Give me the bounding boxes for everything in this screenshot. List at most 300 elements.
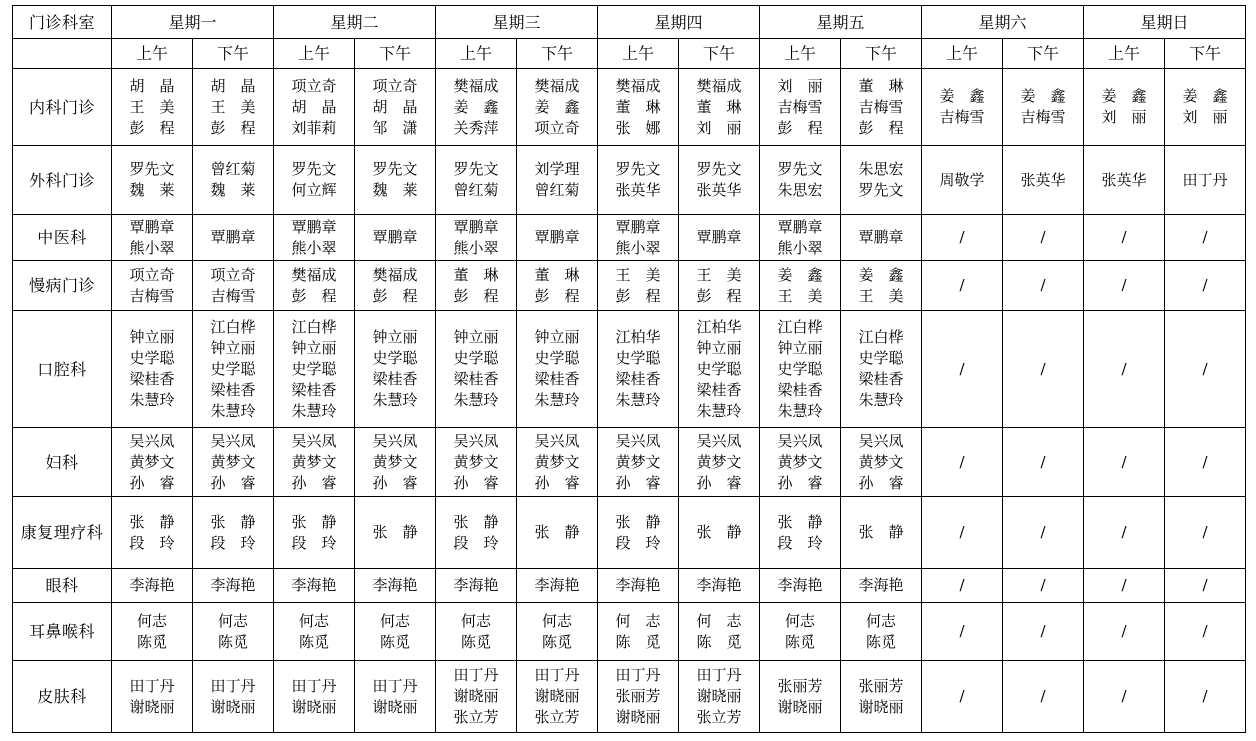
schedule-cell [760, 215, 841, 261]
schedule-cell [760, 69, 841, 146]
doctor-name: 何志 [136, 611, 167, 630]
doctor-name: 姜 鑫 [939, 87, 985, 105]
doctor-name: 罗先文 [615, 160, 661, 178]
period-header: 上午 [274, 39, 355, 69]
period-header: 下午 [841, 39, 922, 69]
schedule-cell [1003, 146, 1084, 215]
schedule-cell [1003, 69, 1084, 146]
doctor-name: 张丽芳 [777, 676, 823, 695]
doctor-name: 姜 鑫 [1020, 87, 1066, 105]
period-header: 下午 [679, 39, 760, 69]
schedule-cell [679, 215, 760, 261]
doctor-name: 梁桂香 [696, 380, 742, 399]
schedule-cell [517, 146, 598, 215]
no-clinic-slash: / [959, 687, 965, 705]
doctor-name: 黄梦文 [696, 452, 742, 471]
doctor-name: 何志 [541, 611, 572, 630]
schedule-cell [274, 661, 355, 733]
doctor-name: 罗先文 [777, 160, 823, 178]
doctor-name: 彭 程 [291, 286, 337, 305]
schedule-cell [274, 311, 355, 428]
doctor-name: 钟立丽 [291, 338, 337, 357]
schedule-cell [598, 261, 679, 311]
schedule-cell [922, 69, 1003, 146]
doctor-name: 梁桂香 [858, 370, 904, 388]
schedule-cell [922, 146, 1003, 215]
period-header: 下午 [1003, 39, 1084, 69]
department-label: 口腔科 [13, 311, 112, 428]
doctor-name: 熊小翠 [129, 238, 175, 257]
schedule-cell [841, 215, 922, 261]
schedule-cell [760, 661, 841, 733]
doctor-name: 江白桦 [858, 328, 904, 346]
schedule-row [13, 428, 1246, 497]
doctor-name: 钟立丽 [372, 328, 418, 346]
doctor-name: 谢晓丽 [777, 697, 823, 716]
doctor-name: 关秀萍 [453, 118, 499, 137]
doctor-name: 梁桂香 [453, 370, 499, 388]
schedule-cell [1003, 569, 1084, 603]
doctor-name: 吴兴凤 [210, 431, 256, 450]
schedule-cell [355, 146, 436, 215]
doctor-name: 吉梅雪 [1020, 108, 1066, 126]
doctor-name: 黄梦文 [453, 452, 499, 471]
no-clinic-slash: / [1121, 276, 1127, 294]
doctor-name: 张英华 [615, 181, 661, 199]
schedule-cell [355, 261, 436, 311]
schedule-cell [436, 661, 517, 733]
schedule-cell [1084, 261, 1165, 311]
no-clinic-slash: / [1202, 622, 1208, 640]
schedule-cell [112, 603, 193, 661]
schedule-cell [193, 311, 274, 428]
doctor-name: 胡 晶 [372, 97, 418, 116]
doctor-name: 彭 程 [453, 286, 499, 305]
doctor-name: 何 志 [615, 611, 661, 630]
period-header: 上午 [598, 39, 679, 69]
doctor-name: 覃鹏章 [372, 228, 418, 246]
department-label: 外科门诊 [13, 146, 112, 215]
day-header: 星期四 [598, 6, 760, 39]
schedule-cell [436, 311, 517, 428]
schedule-cell [274, 69, 355, 146]
schedule-cell [1084, 497, 1165, 569]
doctor-name: 覃鹏章 [858, 228, 904, 246]
doctor-name: 吴兴凤 [777, 431, 823, 450]
schedule-cell [193, 569, 274, 603]
schedule-cell [1003, 603, 1084, 661]
schedule-cell [436, 569, 517, 603]
schedule-cell [841, 69, 922, 146]
schedule-cell [1084, 215, 1165, 261]
schedule-cell [193, 215, 274, 261]
doctor-name: 姜 鑫 [453, 97, 499, 116]
doctor-name: 王 美 [696, 265, 742, 284]
schedule-cell [517, 569, 598, 603]
doctor-name: 曾红菊 [534, 181, 580, 199]
doctor-name: 李海艳 [696, 576, 742, 594]
schedule-cell [679, 261, 760, 311]
doctor-name: 梁桂香 [129, 370, 175, 388]
department-label: 妇科 [13, 428, 112, 497]
doctor-name: 张英华 [1020, 170, 1066, 189]
schedule-cell [679, 146, 760, 215]
doctor-name: 姜 鑫 [1182, 87, 1228, 105]
schedule-cell [274, 497, 355, 569]
no-clinic-slash: / [959, 576, 965, 594]
doctor-name: 樊福成 [453, 76, 499, 95]
doctor-name: 吴兴凤 [615, 431, 661, 450]
clinic-schedule-table [12, 5, 1246, 733]
schedule-cell [760, 428, 841, 497]
schedule-cell [679, 428, 760, 497]
doctor-name: 朱慧玲 [129, 391, 175, 409]
doctor-name: 朱慧玲 [696, 401, 742, 420]
day-header: 星期日 [1084, 6, 1246, 39]
doctor-name: 谢晓丽 [210, 697, 256, 716]
doctor-name: 朱慧玲 [453, 391, 499, 409]
schedule-row [13, 497, 1246, 569]
schedule-cell [922, 603, 1003, 661]
schedule-cell [841, 311, 922, 428]
period-header: 下午 [193, 39, 274, 69]
day-header: 星期一 [112, 6, 274, 39]
schedule-row [13, 569, 1246, 603]
schedule-cell [274, 569, 355, 603]
schedule-row [13, 69, 1246, 146]
day-header: 星期三 [436, 6, 598, 39]
doctor-name: 李海艳 [453, 576, 499, 594]
schedule-cell [1084, 603, 1165, 661]
doctor-name: 何志 [217, 611, 248, 630]
doctor-name: 史学聪 [453, 349, 499, 367]
schedule-cell [193, 261, 274, 311]
doctor-name: 胡 晶 [210, 76, 256, 95]
doctor-name: 谢晓丽 [129, 697, 175, 716]
schedule-cell [679, 311, 760, 428]
doctor-name: 董 琳 [858, 76, 904, 95]
doctor-name: 田丁丹 [372, 676, 418, 695]
doctor-name: 史学聪 [777, 359, 823, 378]
doctor-name: 孙 睿 [534, 473, 580, 492]
doctor-name: 罗先文 [291, 160, 337, 178]
doctor-name: 项立奇 [534, 118, 580, 137]
doctor-name: 谢晓丽 [453, 687, 499, 705]
doctor-name: 胡 晶 [129, 76, 175, 95]
doctor-name: 田丁丹 [534, 666, 580, 684]
schedule-cell [922, 261, 1003, 311]
doctor-name: 江白桦 [777, 317, 823, 336]
schedule-cell [436, 428, 517, 497]
doctor-name: 朱慧玲 [615, 391, 661, 409]
schedule-cell [1165, 215, 1246, 261]
doctor-name: 罗先文 [453, 160, 499, 178]
corner-header: 门诊科室 [13, 6, 112, 39]
doctor-name: 史学聪 [372, 349, 418, 367]
schedule-cell [598, 69, 679, 146]
doctor-name: 刘 丽 [777, 76, 823, 95]
doctor-name: 樊福成 [615, 76, 661, 95]
schedule-cell [1003, 261, 1084, 311]
schedule-cell [112, 69, 193, 146]
doctor-name: 邹 潇 [372, 118, 418, 137]
schedule-cell [436, 603, 517, 661]
schedule-cell [841, 146, 922, 215]
doctor-name: 吉梅雪 [210, 286, 256, 305]
period-header: 下午 [517, 39, 598, 69]
schedule-cell [922, 428, 1003, 497]
doctor-name: 项立奇 [372, 76, 418, 95]
schedule-cell [436, 146, 517, 215]
doctor-name: 谢晓丽 [534, 687, 580, 705]
period-header: 上午 [760, 39, 841, 69]
doctor-name: 梁桂香 [534, 370, 580, 388]
no-clinic-slash: / [959, 523, 965, 541]
schedule-cell [1084, 569, 1165, 603]
doctor-name: 彭 程 [858, 118, 904, 137]
schedule-cell [355, 215, 436, 261]
no-clinic-slash: / [1202, 228, 1208, 246]
schedule-cell [112, 261, 193, 311]
header-row-periods [13, 39, 1246, 69]
doctor-name: 段 玲 [210, 533, 256, 552]
no-clinic-slash: / [959, 622, 965, 640]
schedule-cell [355, 569, 436, 603]
doctor-name: 覃鹏章 [129, 217, 175, 236]
schedule-cell [1003, 215, 1084, 261]
doctor-name: 姜 鑫 [534, 97, 580, 116]
schedule-row [13, 261, 1246, 311]
schedule-cell [1084, 146, 1165, 215]
no-clinic-slash: / [1202, 359, 1208, 378]
doctor-name: 谢晓丽 [696, 687, 742, 705]
doctor-name: 何志 [460, 611, 491, 630]
doctor-name: 田丁丹 [291, 676, 337, 695]
doctor-name: 刘菲莉 [291, 118, 337, 137]
doctor-name: 田丁丹 [453, 666, 499, 684]
doctor-name: 项立奇 [129, 265, 175, 284]
doctor-name: 刘 丽 [1101, 108, 1147, 126]
schedule-cell [193, 497, 274, 569]
schedule-cell [193, 603, 274, 661]
schedule-cell [193, 146, 274, 215]
no-clinic-slash: / [1040, 452, 1046, 471]
doctor-name: 曾红菊 [210, 160, 256, 178]
no-clinic-slash: / [1121, 622, 1127, 640]
doctor-name: 樊福成 [291, 265, 337, 284]
schedule-cell [1165, 569, 1246, 603]
no-clinic-slash: / [1121, 523, 1127, 541]
doctor-name: 朱思宏 [858, 160, 904, 178]
doctor-name: 樊福成 [534, 76, 580, 95]
doctor-name: 段 玲 [291, 533, 337, 552]
period-header: 下午 [355, 39, 436, 69]
schedule-cell [841, 603, 922, 661]
doctor-name: 罗先文 [858, 181, 904, 199]
schedule-cell [841, 428, 922, 497]
schedule-cell [112, 311, 193, 428]
doctor-name: 段 玲 [453, 533, 499, 552]
doctor-name: 董 琳 [696, 97, 742, 116]
no-clinic-slash: / [1121, 228, 1127, 246]
schedule-cell [274, 146, 355, 215]
schedule-cell [355, 311, 436, 428]
doctor-name: 田丁丹 [696, 666, 742, 684]
schedule-cell [193, 69, 274, 146]
schedule-cell [517, 497, 598, 569]
doctor-name: 姜 鑫 [777, 265, 823, 284]
doctor-name: 李海艳 [129, 576, 175, 594]
doctor-name: 张英华 [696, 181, 742, 199]
doctor-name: 覃鹏章 [210, 228, 256, 246]
schedule-cell [1165, 497, 1246, 569]
department-label: 耳鼻喉科 [13, 603, 112, 661]
doctor-name: 刘 丽 [1182, 108, 1228, 126]
schedule-cell [112, 428, 193, 497]
doctor-name: 钟立丽 [129, 328, 175, 346]
doctor-name: 黄梦文 [210, 452, 256, 471]
doctor-name: 吉梅雪 [777, 97, 823, 116]
corner-blank [13, 39, 112, 69]
doctor-name: 吴兴凤 [129, 431, 175, 450]
doctor-name: 熊小翠 [777, 238, 823, 257]
doctor-name: 段 玲 [129, 533, 175, 552]
no-clinic-slash: / [1202, 276, 1208, 294]
no-clinic-slash: / [959, 452, 965, 471]
schedule-cell [760, 146, 841, 215]
doctor-name: 吉梅雪 [939, 108, 985, 126]
schedule-cell [598, 311, 679, 428]
doctor-name: 张 静 [696, 523, 742, 541]
schedule-cell [112, 661, 193, 733]
schedule-cell [1003, 311, 1084, 428]
doctor-name: 张丽芳 [615, 687, 661, 705]
doctor-name: 王 美 [615, 265, 661, 284]
schedule-cell [922, 661, 1003, 733]
schedule-cell [1165, 603, 1246, 661]
doctor-name: 史学聪 [129, 349, 175, 367]
schedule-cell [598, 497, 679, 569]
period-header: 上午 [922, 39, 1003, 69]
doctor-name: 钟立丽 [210, 338, 256, 357]
doctor-name: 吴兴凤 [291, 431, 337, 450]
schedule-cell [355, 603, 436, 661]
doctor-name: 钟立丽 [453, 328, 499, 346]
doctor-name: 熊小翠 [615, 238, 661, 257]
doctor-name: 梁桂香 [777, 380, 823, 399]
doctor-name: 彭 程 [777, 118, 823, 137]
doctor-name: 孙 睿 [291, 473, 337, 492]
doctor-name: 黄梦文 [534, 452, 580, 471]
doctor-name: 胡 晶 [291, 97, 337, 116]
doctor-name: 梁桂香 [615, 370, 661, 388]
doctor-name: 王 美 [858, 286, 904, 305]
doctor-name: 姜 鑫 [858, 265, 904, 284]
doctor-name: 张 静 [858, 523, 904, 541]
doctor-name: 陈觅 [784, 632, 815, 651]
schedule-cell [922, 497, 1003, 569]
schedule-row [13, 661, 1246, 733]
schedule-cell [112, 146, 193, 215]
doctor-name: 董 琳 [534, 265, 580, 284]
no-clinic-slash: / [1040, 228, 1046, 246]
doctor-name: 江白桦 [210, 317, 256, 336]
no-clinic-slash: / [959, 359, 965, 378]
schedule-cell [517, 261, 598, 311]
schedule-cell [112, 215, 193, 261]
doctor-name: 熊小翠 [291, 238, 337, 257]
doctor-name: 李海艳 [210, 576, 256, 594]
doctor-name: 史学聪 [858, 349, 904, 367]
doctor-name: 黄梦文 [372, 452, 418, 471]
schedule-cell [922, 311, 1003, 428]
doctor-name: 黄梦文 [777, 452, 823, 471]
schedule-cell [760, 603, 841, 661]
doctor-name: 张立芳 [534, 708, 580, 726]
doctor-name: 梁桂香 [291, 380, 337, 399]
doctor-name: 史学聪 [291, 359, 337, 378]
schedule-cell [598, 661, 679, 733]
doctor-name: 彭 程 [534, 286, 580, 305]
doctor-name: 谢晓丽 [858, 697, 904, 716]
doctor-name: 吉梅雪 [858, 97, 904, 116]
no-clinic-slash: / [1121, 687, 1127, 705]
doctor-name: 李海艳 [858, 576, 904, 594]
doctor-name: 张 静 [291, 512, 337, 531]
doctor-name: 陈觅 [298, 632, 329, 651]
doctor-name: 朱思宏 [777, 181, 823, 199]
doctor-name: 吴兴凤 [372, 431, 418, 450]
schedule-cell [679, 69, 760, 146]
doctor-name: 董 琳 [615, 97, 661, 116]
department-label: 内科门诊 [13, 69, 112, 146]
doctor-name: 吴兴凤 [534, 431, 580, 450]
schedule-cell [679, 497, 760, 569]
doctor-name: 李海艳 [291, 576, 337, 594]
no-clinic-slash: / [1040, 687, 1046, 705]
doctor-name: 覃鹏章 [696, 228, 742, 246]
doctor-name: 罗先文 [129, 160, 175, 178]
schedule-cell [355, 497, 436, 569]
schedule-cell [436, 261, 517, 311]
department-label: 慢病门诊 [13, 261, 112, 311]
schedule-cell [517, 603, 598, 661]
department-label: 眼科 [13, 569, 112, 603]
schedule-cell [112, 569, 193, 603]
schedule-cell [598, 215, 679, 261]
day-header: 星期五 [760, 6, 922, 39]
doctor-name: 田丁丹 [129, 676, 175, 695]
doctor-name: 孙 睿 [129, 473, 175, 492]
doctor-name: 何志 [379, 611, 410, 630]
doctor-name: 江白桦 [291, 317, 337, 336]
doctor-name: 孙 睿 [453, 473, 499, 492]
schedule-cell [922, 215, 1003, 261]
schedule-cell [1003, 661, 1084, 733]
schedule-cell [193, 661, 274, 733]
doctor-name: 项立奇 [291, 76, 337, 95]
schedule-cell [274, 603, 355, 661]
doctor-name: 罗先文 [696, 160, 742, 178]
doctor-name: 覃鹏章 [453, 217, 499, 236]
doctor-name: 彭 程 [696, 286, 742, 305]
no-clinic-slash: / [959, 276, 965, 294]
no-clinic-slash: / [1202, 687, 1208, 705]
doctor-name: 史学聪 [615, 349, 661, 367]
department-label: 皮肤科 [13, 661, 112, 733]
doctor-name: 何 志 [696, 611, 742, 630]
schedule-row [13, 311, 1246, 428]
